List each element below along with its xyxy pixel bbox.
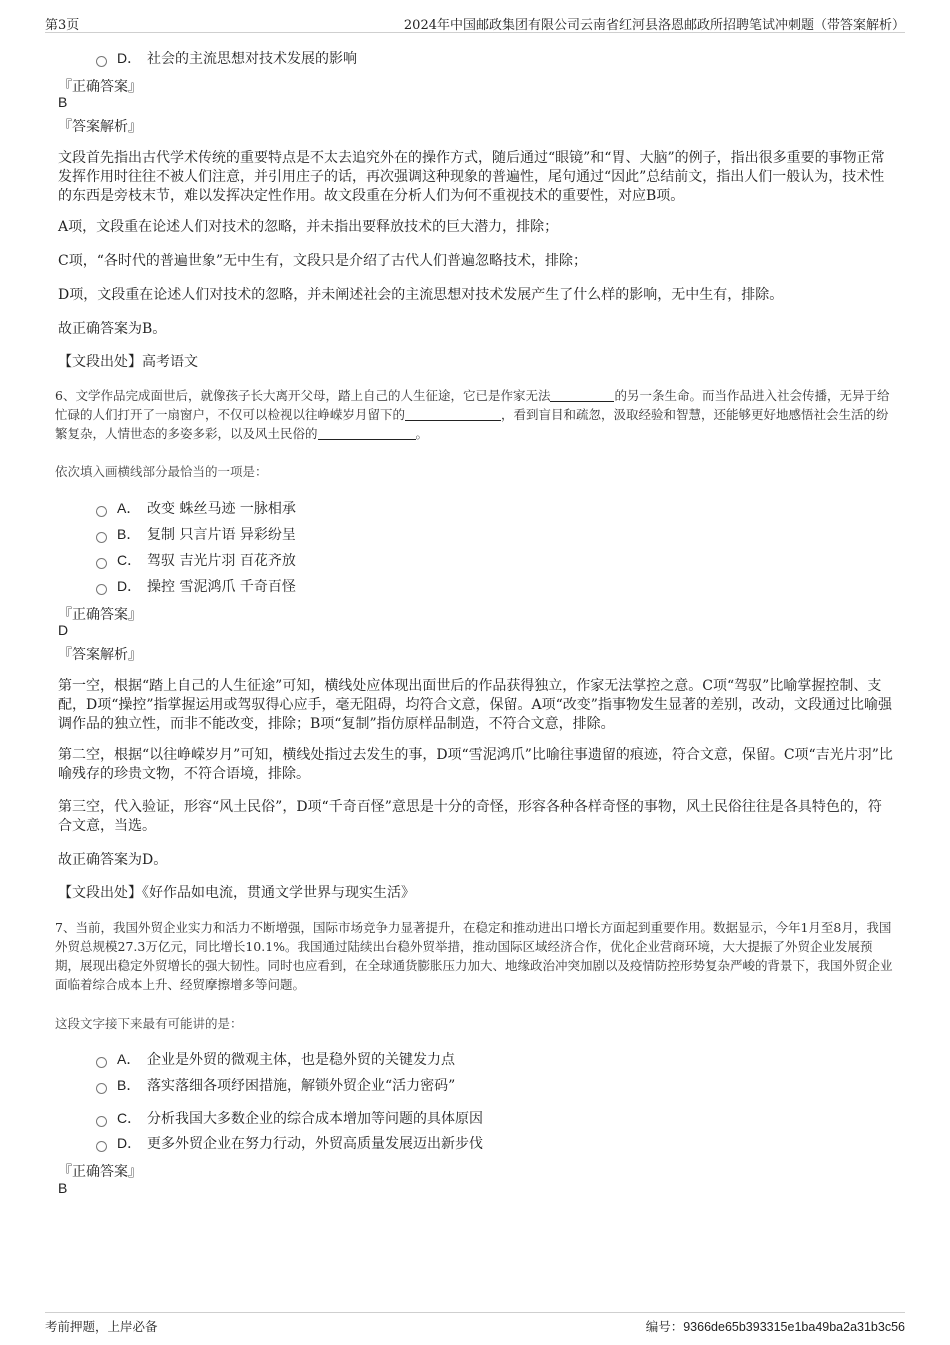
page-number: 第3页 (45, 18, 80, 33)
radio-icon[interactable] (96, 56, 107, 67)
q5-answer: B (58, 94, 68, 110)
q6-question: 6、文学作品完成面世后，就像孩子长大离开父母，踏上自己的人生征途，它已是作家无法 的另一条生命。而当作品进入社会传播，无异于给忙碌的人们打开了一扇窗户，不仅可以检视以往峥嵘岁月留下的 ，看到盲目和疏忽，汲取经验和智慧，还能够更好地感悟社会生活的纷繁复杂，人情世态的多姿多彩，以及风土民俗的 。 (55, 388, 890, 441)
q6-analysis-p2: 第二空，根据“以往峥嵘岁月”可知，横线处指过去发生的事，D项“雪泥鸿爪”比喻往事遗留的痕迹，符合文意，保留。C项“吉光片羽”比喻残存的珍贵文物，不符合语境，排除。 (58, 747, 893, 782)
blank-line (318, 427, 416, 440)
q5-option-d[interactable]: D． 社会的主流思想对技术发展的影响 (96, 48, 357, 68)
q6-option-c[interactable]: C． 驾驭 吉光片羽 百花齐放 (96, 550, 296, 570)
q6-stem: 依次填入画横线部分最恰当的一项是： (55, 464, 268, 479)
page-footer (45, 1312, 905, 1334)
radio-icon[interactable] (96, 1141, 107, 1152)
q6-option-a[interactable]: A． 改变 蛛丝马迹 一脉相承 (96, 498, 296, 518)
radio-icon[interactable] (96, 558, 107, 569)
q5-analysis-p1: 文段首先指出古代学术传统的重要特点是不太去追究外在的操作方式，随后通过“眼镜”和“胃、大脑”的例子，指出很多重要的事物正常发挥作用时往往不被人们注意，并引用庄子的话，再次强调这种现象的普遍性，尾句通过“因此”总结前文，指出人们一般认为，技术性的东西是旁枝末节，难以发挥决定性作用。故文段重在分析人们为何不重视技术的重要性，对应B项。 (58, 150, 885, 204)
q5-analysis-p5: 故正确答案为B。 (58, 321, 167, 337)
q6-analysis-label: 『答案解析』 (58, 647, 142, 663)
q6-option-b[interactable]: B． 复制 只言片语 异彩纷呈 (96, 524, 296, 544)
q6-option-d[interactable]: D． 操控 雪泥鸿爪 千奇百怪 (96, 576, 296, 596)
q5-analysis-label: 『答案解析』 (58, 119, 142, 135)
q7-stem: 这段文字接下来最有可能讲的是： (55, 1016, 243, 1031)
radio-icon[interactable] (96, 1057, 107, 1068)
q7-option-c[interactable]: C． 分析我国大多数企业的综合成本增加等问题的具体原因 (96, 1108, 483, 1128)
q6-answer-label: 『正确答案』 (58, 607, 142, 623)
q7-option-d[interactable]: D． 更多外贸企业在努力行动，外贸高质量发展迈出新步伐 (96, 1133, 483, 1153)
radio-icon[interactable] (96, 506, 107, 517)
radio-icon[interactable] (96, 584, 107, 595)
q5-source: 【文段出处】高考语文 (58, 354, 198, 370)
q5-analysis-p4: D项，文段重在论述人们对技术的忽略，并未阐述社会的主流思想对技术发展产生了什么样的影响，无中生有，排除。 (58, 287, 784, 303)
q6-analysis-p1: 第一空，根据“踏上自己的人生征途”可知，横线处应体现出面世后的作品获得独立，作家无法掌控之意。C项“驾驭”比喻掌握控制、支配，D项“操控”指掌握运用或驾驭得心应手，毫无阻碍，均符合文意，保留。A项“改变”指事物发生显著的差别，改动，文段通过比喻强调作品的独立性，而非不能改变，排除；B项“复制”指仿原样品制造，不符合文意，排除。 (58, 678, 892, 732)
footer-slogan: 考前押题，上岸必备 (45, 1319, 158, 1334)
q6-analysis-p3: 第三空，代入验证，形容“风土民俗”，D项“千奇百怪”意思是十分的奇怪，形容各种各样奇怪的事物，风土民俗往往是各具特色的，符合文意，当选。 (58, 799, 882, 834)
q7-option-a[interactable]: A． 企业是外贸的微观主体，也是稳外贸的关键发力点 (96, 1049, 455, 1069)
q5-answer-label: 『正确答案』 (58, 79, 142, 95)
document-title: 2024年中国邮政集团有限公司云南省红河县洛恩邮政所招聘笔试冲刺题（带答案解析） (403, 18, 905, 33)
radio-icon[interactable] (96, 1083, 107, 1094)
q7-answer: B (58, 1180, 68, 1196)
q6-analysis-p4: 故正确答案为D。 (58, 852, 168, 868)
q6-source: 【文段出处】《好作品如电流，贯通文学世界与现实生活》 (58, 885, 415, 901)
q7-answer-label: 『正确答案』 (58, 1164, 142, 1180)
blank-line (550, 389, 614, 402)
radio-icon[interactable] (96, 1116, 107, 1127)
q7-option-b[interactable]: B． 落实落细各项纾困措施，解锁外贸企业“活力密码” (96, 1075, 455, 1095)
q5-analysis-p3: C项，“各时代的普遍世象”无中生有，文段只是介绍了古代人们普遍忽略技术，排除； (58, 253, 588, 269)
q6-answer: D (58, 622, 69, 638)
q7-question: 7、当前，我国外贸企业实力和活力不断增强，国际市场竞争力显著提升，在稳定和推动进出口增长方面起到重要作用。数据显示，今年1月至8月，我国外贸总规模27.3万亿元，同比增长10.1%。我国通过陆续出台稳外贸举措，推动国际区域经济合作，优化企业营商环境，大大提振了外贸企业发展预期，展现出稳定外贸增长的强大韧性。同时也应看到，在全球通货膨胀压力加大、地缘政治冲突加剧以及疫情防控形势复杂严峻的背景下，我国外贸企业面临着综合成本上升、经贸摩擦增多等问题。 (55, 920, 893, 992)
radio-icon[interactable] (96, 532, 107, 543)
footer-code: 编号：9366de65b393315e1ba49ba2a31b3c56 (645, 1320, 905, 1334)
blank-line (405, 408, 501, 421)
q5-analysis-p2: A项，文段重在论述人们对技术的忽略，并未指出要释放技术的巨大潜力，排除； (58, 219, 559, 235)
page-header (45, 10, 905, 33)
